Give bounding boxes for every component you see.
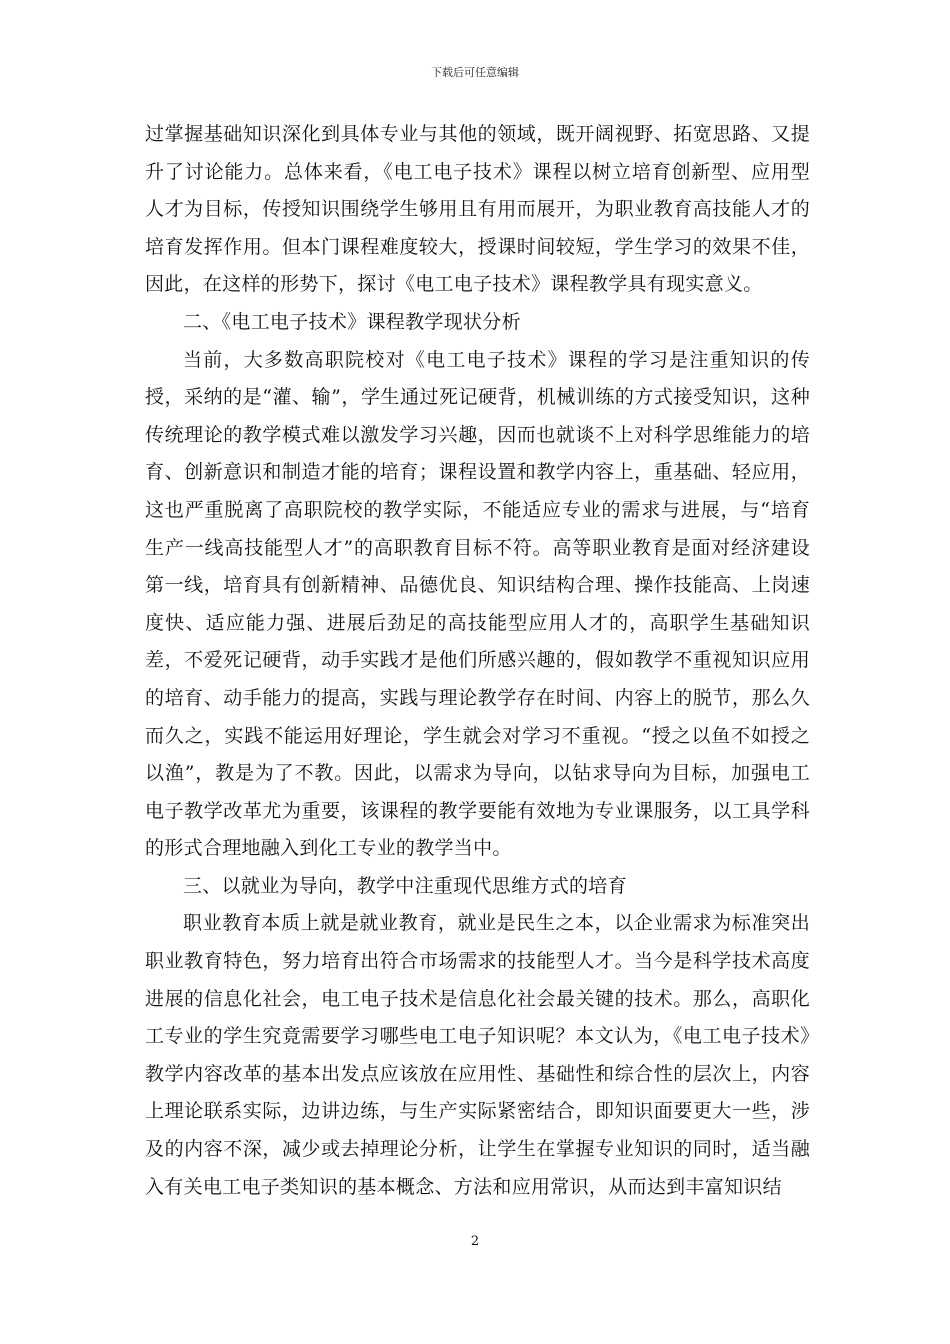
- paragraph-employment-oriented: 职业教育本质上就是就业教育，就业是民生之本，以企业需求为标准突出职业教育特色，努力培育出符合市场需求的技能型人才。当今是科学技术高度进展的信息化社会，电工电子技术是信息化社会最关键的技术。那么，高职化工专业的学生究竟需要学习哪些电工电子知识呢？本文认为，《电工电子技术》教学内容改革的基本出发点应该放在应用性、基础性和综合性的层次上，内容上理论联系实际，边讲边练，与生产实际紧密结合，即知识面要更大一些，涉及的内容不深，减少或去掉理论分析，让学生在掌握专业知识的同时，适当融入有关电工电子类知识的基本概念、方法和应用常识，从而达到丰富知识结: [145, 912, 810, 1198]
- section-heading-2: 二、《电工电子技术》课程教学现状分析: [183, 310, 521, 333]
- section-heading-3: 三、以就业为导向，教学中注重现代思维方式的培育: [183, 874, 627, 897]
- paragraph-teaching-status: 当前，大多数高职院校对《电工电子技术》课程的学习是注重知识的传授，采纳的是“灌、输”，学生通过死记硬背，机械训练的方式接受知识，这种传统理论的教学模式难以激发学习兴趣，因而也就谈不上对科学思维能力的培育、创新意识和制造才能的培育；课程设置和教学内容上，重基础、轻应用，这也严重脱离了高职院校的教学实际，不能适应专业的需求与进展，与“培育生产一线高技能型人才”的高职教育目标不符。高等职业教育是面对经济建设第一线，培育具有创新精神、品德优良、知识结构合理、操作技能高、上岗速度快、适应能力强、进展后劲足的高技能型应用人才的，高职学生基础知识差，不爱死记硬背，动手实践才是他们所感兴趣的，假如教学不重视知识应用的培育、动手能力的提高，实践与理论教学存在时间、内容上的脱节，那么久而久之，实践不能运用好理论，学生就会对学习不重视。“授之以鱼不如授之以渔”，教是为了不教。因此，以需求为导向，以钻求导向为目标，加强电工电子教学改革尤为重要，该课程的教学要能有效地为专业课服务，以工具学科的形式合理地融入到化工专业的教学当中。: [145, 348, 810, 860]
- document-body: [145, 116, 810, 1206]
- page-header: 下载后可任意编辑: [431, 66, 519, 79]
- paragraph-continuation: 过掌握基础知识深化到具体专业与其他的领域，既开阔视野、拓宽思路、又提升了讨论能力。总体来看，《电工电子技术》课程以树立培育创新型、应用型人才为目标，传授知识围绕学生够用且有用而展开，为职业教育高技能人才的培育发挥作用。但本门课程难度较大，授课时间较短，学生学习的效果不佳，因此，在这样的形势下，探讨《电工电子技术》课程教学具有现实意义。: [145, 123, 810, 296]
- page-number: 2: [470, 1234, 480, 1249]
